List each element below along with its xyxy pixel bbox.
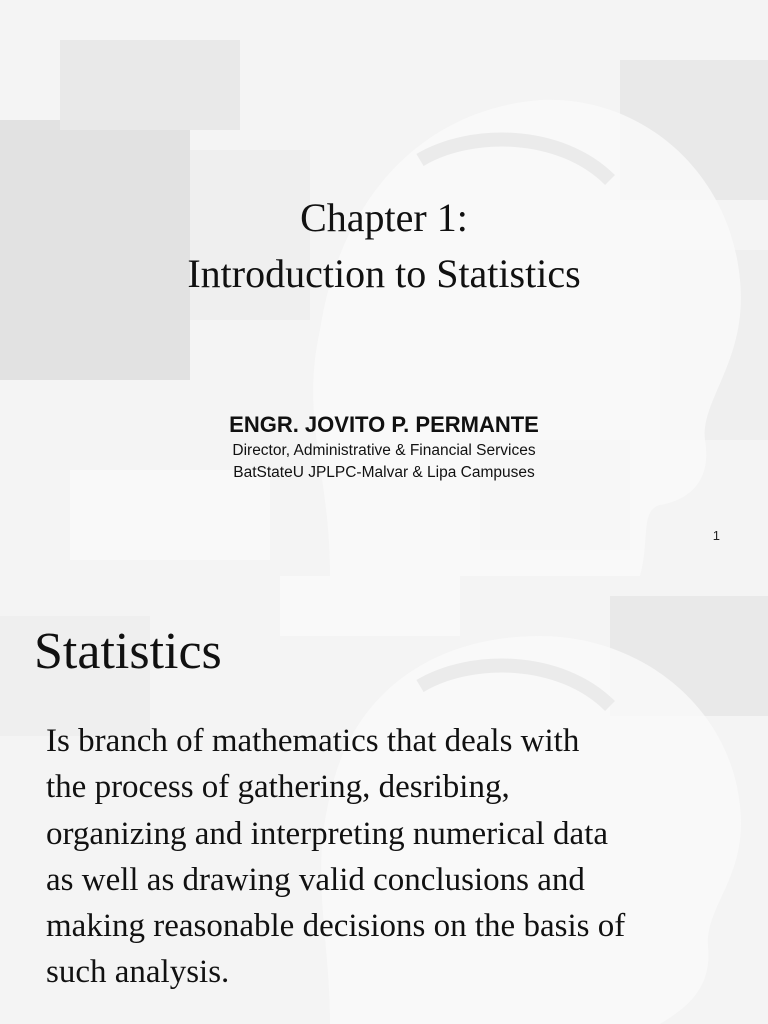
content-slide [0,576,768,1024]
text-line: such analysis. [46,954,230,991]
text-line: as well as drawing valid conclusions and [46,861,585,898]
text-line: Is branch of mathematics that deals with [46,723,580,759]
author-position: Director, Administrative & Financial Services [232,442,536,459]
text-line: making reasonable decisions on the basis of [46,908,626,945]
author-name: ENGR. JOVITO P. PERMANTE [229,412,539,437]
text-line: organizing and interpreting numerical data [46,815,609,852]
title-line: Introduction to Statistics [187,251,581,296]
slide-title [0,190,768,302]
slide-heading: Statistics [34,623,222,680]
author-block [0,410,768,484]
text-line: the process of gathering, desribing, [46,769,510,806]
slide-number: 1 [712,528,720,543]
title-line: Chapter 1: [300,195,468,240]
definition-text [46,718,746,996]
author-institution: BatStateU JPLPC-Malvar & Lipa Campuses [233,464,535,481]
